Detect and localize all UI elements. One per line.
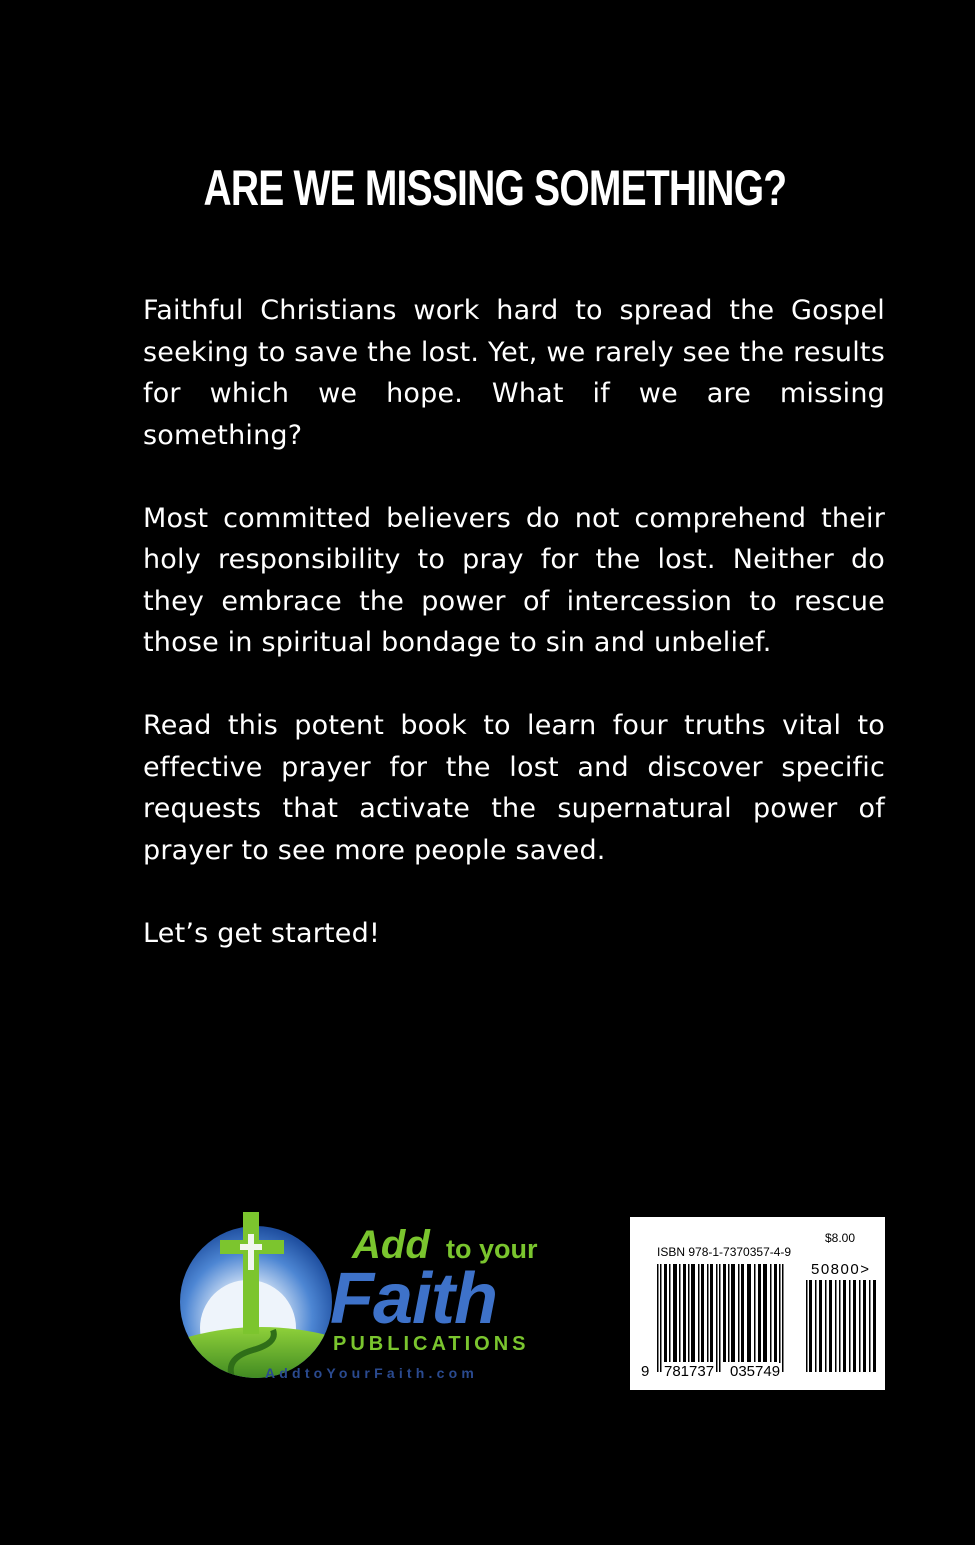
publisher-name-publications: PUBLICATIONS bbox=[333, 1333, 530, 1355]
barcode-bars-icon bbox=[655, 1264, 795, 1374]
barcode-digits-left: 781737 bbox=[664, 1363, 715, 1380]
price-label: $8.00 bbox=[825, 1231, 856, 1245]
barcode-digit-first: 9 bbox=[641, 1363, 650, 1380]
barcode-digits-right: 035749 bbox=[730, 1363, 781, 1380]
blurb-paragraph-3: Read this potent book to learn four truths vital to effective prayer for the lost and discover specific requests that activate the supernatural power of prayer to see more people saved. bbox=[143, 710, 885, 866]
headline: ARE WE MISSING SOMETHING? bbox=[203, 160, 787, 216]
price-addon-code: 50800> bbox=[811, 1261, 871, 1278]
isbn-label: ISBN 978-1-7370357-4-9 bbox=[657, 1245, 792, 1259]
publisher-name-add: Add bbox=[352, 1223, 430, 1267]
publisher-website: AddtoYourFaith.com bbox=[265, 1365, 478, 1381]
isbn-barcode bbox=[630, 1217, 885, 1390]
back-cover-blurb bbox=[143, 290, 885, 996]
blurb-paragraph-1: Faithful Christians work hard to spread the Gospel seeking to save the lost. Yet, we rarely see the results for which we hope. What if we are missing something? bbox=[143, 295, 885, 451]
blurb-paragraph-4: Let’s get started! bbox=[143, 917, 380, 949]
publisher-name-to-your: to your bbox=[446, 1234, 538, 1264]
addon-barcode-bars-icon bbox=[805, 1280, 877, 1372]
blurb-paragraph-2: Most committed believers do not comprehend their holy responsibility to pray for the lost. Neither do they embrace the power of intercession to rescue those in spiritual bondage to sin and unbelief. bbox=[143, 502, 885, 658]
publisher-name-faith: Faith bbox=[330, 1259, 497, 1339]
